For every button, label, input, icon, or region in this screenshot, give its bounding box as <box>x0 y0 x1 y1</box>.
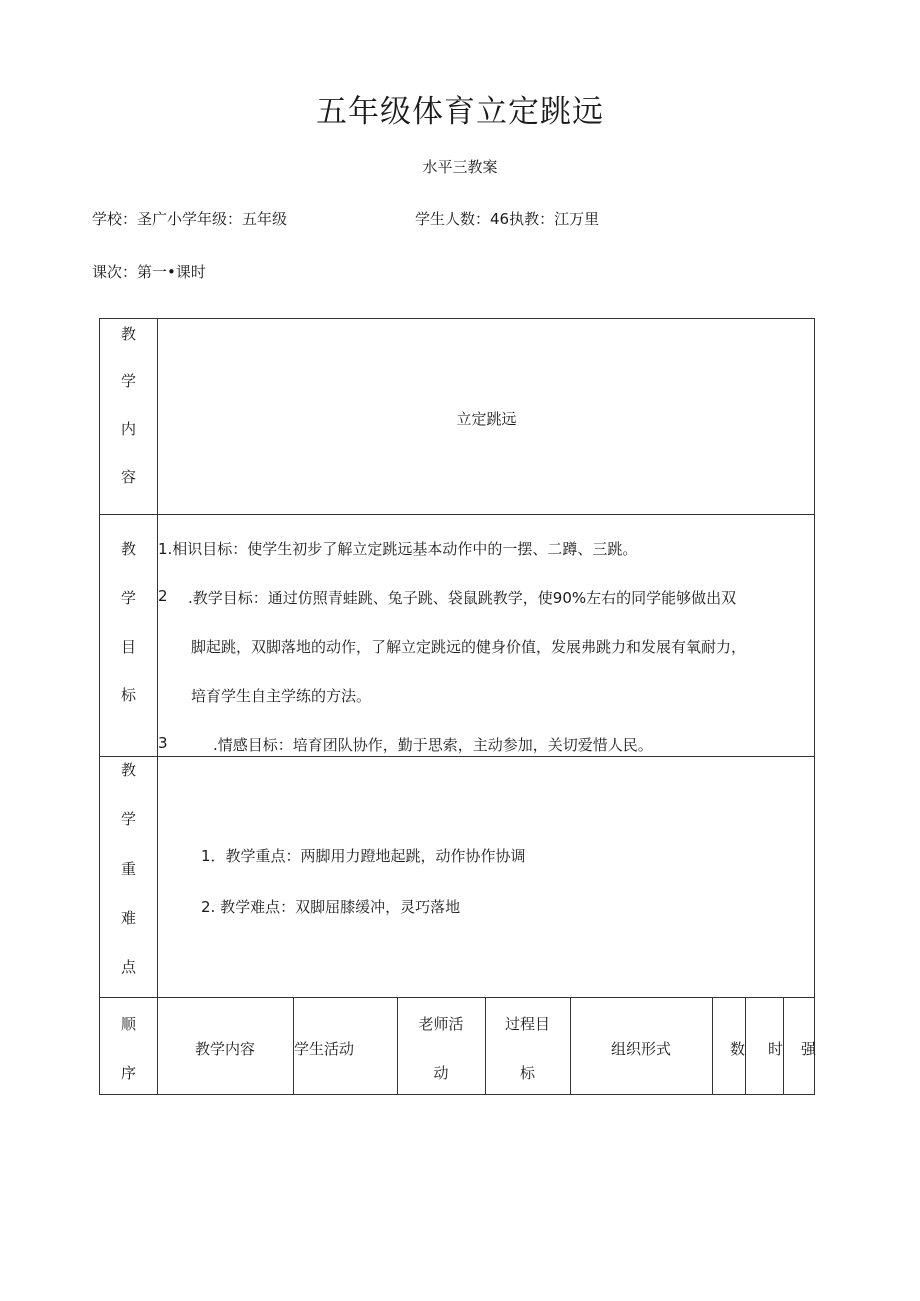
goal-line-teaching: .教学目标：通过仿照青蛙跳、兔子跳、袋鼠跳教学，使90%左右的同学能够做出双 <box>188 589 737 607</box>
lesson-plan-table <box>99 318 815 1095</box>
label-char: 重 <box>120 860 136 878</box>
school-grade-line: 学校：圣广小学年级：五年级 <box>92 210 288 228</box>
lesson-line: 课次：第一•课时 <box>92 263 206 281</box>
content-label <box>100 319 157 514</box>
header-teacher-activity: 老师活 <box>418 1015 464 1033</box>
content-value: 立定跳远 <box>456 410 517 428</box>
goal-line-number: 3 <box>158 734 168 752</box>
row-divider <box>100 756 814 757</box>
label-char: 目 <box>120 638 136 656</box>
header-time: 时 <box>767 1040 783 1058</box>
header-student-activity: 学生活动 <box>294 1040 355 1058</box>
header-organization: 组织形式 <box>610 1040 671 1058</box>
label-char: 容 <box>120 468 136 486</box>
goal-line-teaching-cont: 脚起跳，双脚落地的动作，了解立定跳远的健身价值，发展弗跳力和发展有氧耐力， <box>191 638 747 656</box>
header-order-char: 顺 <box>120 1015 136 1033</box>
label-char: 难 <box>120 909 136 927</box>
header-order-char: 序 <box>120 1064 136 1082</box>
label-char: 标 <box>120 686 136 704</box>
students-teacher-line: 学生人数：46执教：江万里 <box>415 210 600 228</box>
label-char: 学 <box>120 810 136 828</box>
goals-label <box>100 514 157 756</box>
header-count: 数 <box>729 1040 745 1058</box>
label-char: 学 <box>120 372 136 390</box>
label-char: 学 <box>120 589 136 607</box>
goal-line-teaching-end: 培育学生自主学练的方法。 <box>191 687 372 705</box>
header-teacher-activity-cont: 动 <box>433 1064 449 1082</box>
key-point: 1．教学重点：两脚用力蹬地起跳，动作协作协调 <box>201 847 526 865</box>
document-title: 五年级体育立定跳远 <box>316 94 604 130</box>
keypoints-label <box>100 756 157 997</box>
label-char: 点 <box>120 958 136 976</box>
header-intensity: 强 <box>800 1040 816 1058</box>
document-subtitle: 水平三教案 <box>422 158 498 176</box>
label-char: 内 <box>120 420 136 438</box>
header-content: 教学内容 <box>194 1040 255 1058</box>
row-divider <box>100 514 814 515</box>
goal-line-knowledge: 1.相识目标：使学生初步了解立定跳远基本动作中的一摆、二蹲、三跳。 <box>158 540 638 558</box>
header-process-goal: 过程目 <box>504 1015 550 1033</box>
label-char: 教 <box>120 761 136 779</box>
header-process-goal-cont: 标 <box>519 1064 535 1082</box>
label-char: 教 <box>120 325 136 343</box>
label-char: 教 <box>120 540 136 558</box>
difficult-point: 2. 教学难点：双脚屈膝缓冲，灵巧落地 <box>201 898 461 916</box>
goal-line-emotion: .情感目标：培育团队协作，勤于思索，主动参加，关切爱惜人民。 <box>213 736 653 754</box>
row-divider <box>100 997 814 998</box>
goal-line-number: 2 <box>158 587 168 605</box>
